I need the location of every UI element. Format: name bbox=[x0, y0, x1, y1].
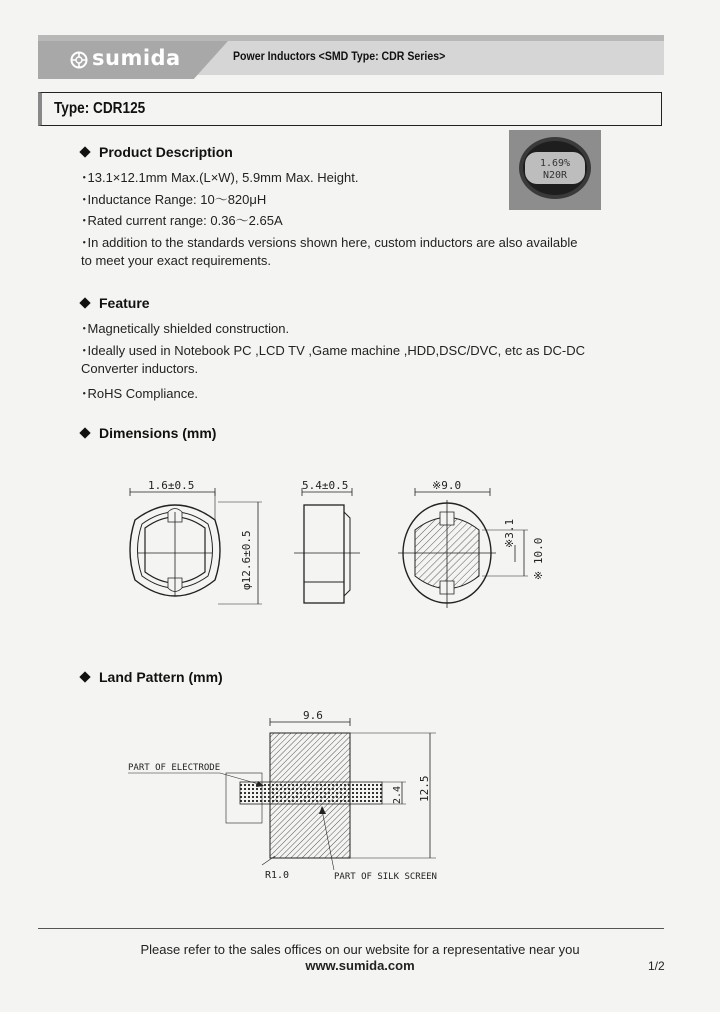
diamond-bullet-icon bbox=[79, 427, 90, 438]
footer-note: Please refer to the sales offices on our website for a representative near you bbox=[140, 942, 580, 957]
land-pattern-drawing bbox=[0, 700, 720, 890]
dim-slot: ※3.1 bbox=[503, 518, 516, 548]
diamond-bullet-icon bbox=[79, 671, 90, 682]
type-label: Type: CDR125 bbox=[54, 100, 146, 117]
dim-diameter: φ12.6±0.5 bbox=[240, 530, 253, 590]
dimensions-heading: Dimensions (mm) bbox=[81, 425, 216, 441]
desc-line: ･Inductance Range: 10～820μH bbox=[81, 192, 267, 207]
product-photo bbox=[509, 130, 601, 210]
header-title: Power Inductors <SMD Type: CDR Series> bbox=[233, 49, 446, 63]
desc-line: to meet your exact requirements. bbox=[81, 253, 272, 268]
bottom-view bbox=[398, 479, 545, 608]
sumida-logo-icon bbox=[70, 51, 88, 69]
feature-line: ･RoHS Compliance. bbox=[81, 386, 199, 401]
lp-width: 9.6 bbox=[303, 709, 323, 722]
feature-heading: Feature bbox=[81, 295, 150, 311]
photo-marking-1: 1.69% bbox=[539, 158, 571, 169]
photo-marking-2: N20R bbox=[542, 170, 568, 181]
footer-rule bbox=[38, 928, 664, 929]
product-description-heading: Product Description bbox=[81, 144, 233, 160]
desc-line: ･Rated current range: 0.36～2.65A bbox=[81, 213, 283, 228]
dim-top-width: 1.6±0.5 bbox=[148, 479, 195, 492]
lp-radius: R1.0 bbox=[265, 870, 290, 881]
land-pattern-heading: Land Pattern (mm) bbox=[81, 669, 223, 685]
feature-line: Converter inductors. bbox=[81, 361, 199, 376]
lp-electrode-label: PART OF ELECTRODE bbox=[128, 763, 221, 773]
lp-height: 12.5 bbox=[418, 775, 431, 802]
desc-line: ･13.1×12.1mm Max.(L×W), 5.9mm Max. Height. bbox=[81, 170, 359, 185]
page-number: 1/2 bbox=[648, 959, 665, 973]
inductor-photo-image bbox=[509, 130, 601, 210]
top-view bbox=[130, 479, 262, 604]
footer-website-link[interactable]: www.sumida.com bbox=[305, 958, 415, 973]
diamond-bullet-icon bbox=[79, 297, 90, 308]
feature-line: ･Magnetically shielded construction. bbox=[81, 321, 290, 336]
dimensions-drawing bbox=[0, 470, 720, 620]
dim-bottom-width: ※9.0 bbox=[432, 479, 462, 492]
dim-side-width: 5.4±0.5 bbox=[302, 479, 349, 492]
desc-line: ･In addition to the standards versions shown here, custom inductors are also available bbox=[81, 235, 578, 250]
lp-gap: 2.4 bbox=[392, 785, 403, 804]
brand-name: sumida bbox=[92, 46, 181, 70]
side-view bbox=[294, 479, 360, 603]
diamond-bullet-icon bbox=[79, 146, 90, 157]
lp-silk-label: PART OF SILK SCREEN bbox=[334, 872, 437, 882]
dim-bottom-height: ※ 10.0 bbox=[532, 537, 545, 580]
feature-line: ･Ideally used in Notebook PC ,LCD TV ,Game machine ,HDD,DSC/DVC, etc as DC-DC bbox=[81, 343, 586, 358]
